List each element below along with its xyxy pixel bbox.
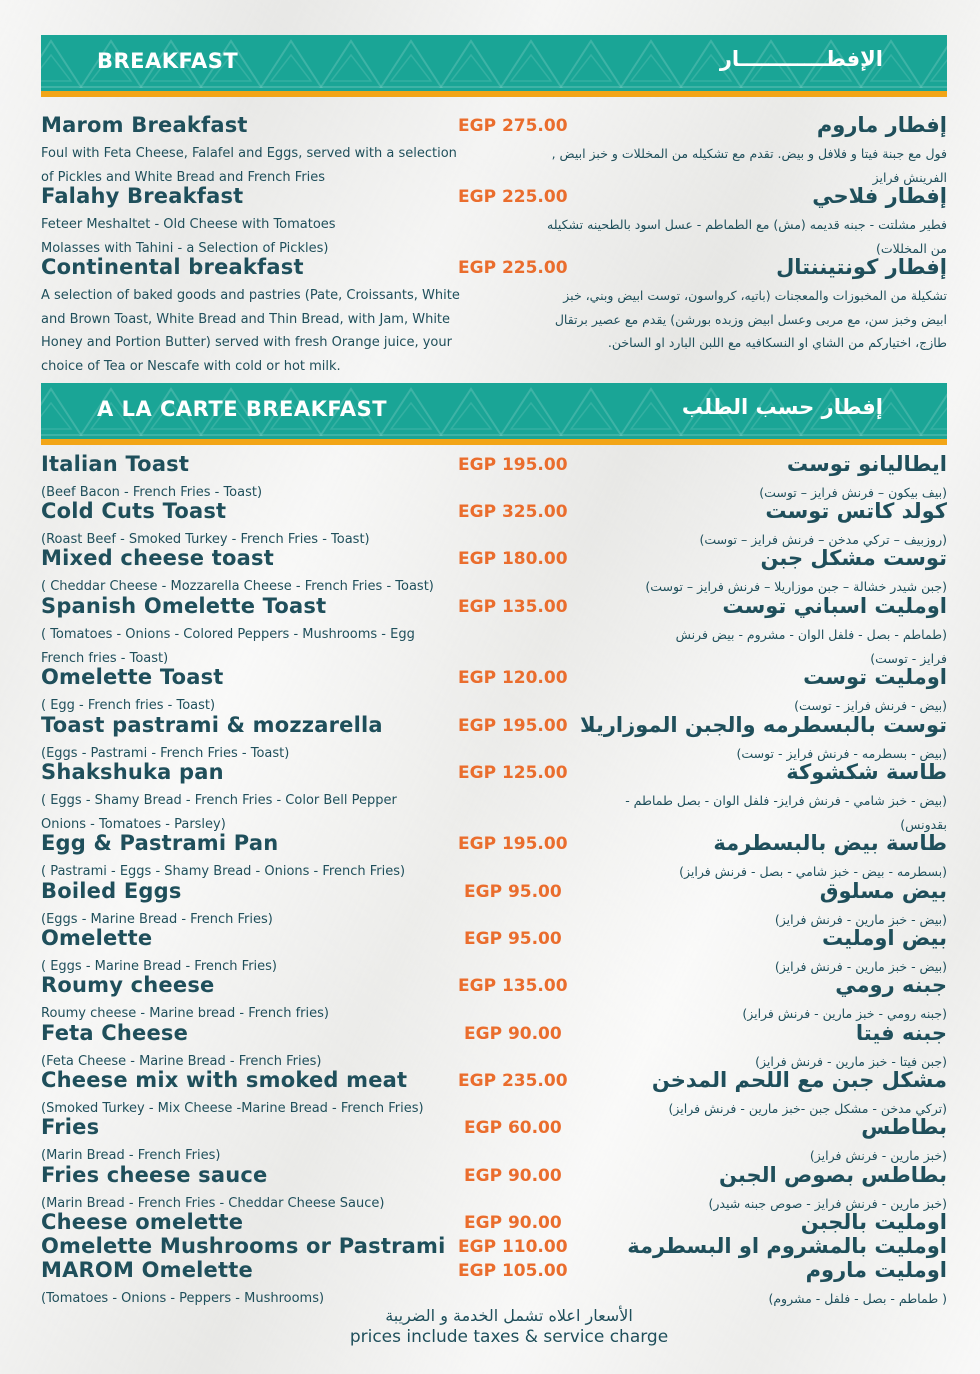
item-name-ar: إفطار ماروم	[816, 113, 947, 137]
item-description: ( Eggs - Marine Bread - French Fries)	[41, 959, 277, 974]
item-name: Cheese omelette	[41, 1210, 244, 1234]
item-description-ar: (خبز مارين - فرنش فرايز)	[809, 1148, 947, 1163]
item-name: Omelette	[41, 926, 153, 950]
item-name-ar: ايطاليانو توست	[786, 452, 947, 476]
footer-note-en: prices include taxes & service charge	[349, 1327, 669, 1347]
item-description: (Eggs - Marine Bread - French Fries)	[41, 912, 273, 927]
item-description-ar: (بيض - خبز مارين - فرنش فرايز)	[774, 959, 947, 974]
item-description-ar: (روزبيف – تركي مدخن – فرنش فرايز – توست)	[699, 532, 947, 547]
item-description: Roumy cheese - Marine bread - French fries)	[41, 1006, 329, 1021]
item-name-ar: اومليت توست	[803, 665, 947, 689]
item-price: EGP 90.00	[464, 1213, 562, 1233]
item-name-ar: طاسة شكشوكة	[786, 760, 947, 784]
item-name: Fries cheese sauce	[41, 1163, 268, 1187]
item-name-ar: اومليت بالمشروم او البسطرمة	[627, 1234, 947, 1258]
item-description-ar: (طماطم - بصل - فلفل الوان - مشروم - بيض فرنش فرايز - توست)	[675, 627, 947, 666]
item-description-ar: (بيض - خبز شامي - فرنش فرايز- فلفل الوان - بصل طماطم - بقدونس)	[625, 793, 947, 832]
item-price: EGP 135.00	[458, 597, 568, 617]
item-description: A selection of baked goods and pastries (Pate, Croissants, White and Brown Toast, White Bread and Thin Bread, with Jam, White Honey and Portion Butter) served with fresh Orange juice, your choice of Tea or Nescafe with cold or hot milk.	[41, 288, 460, 374]
item-price: EGP 95.00	[464, 929, 562, 949]
item-price: EGP 95.00	[464, 882, 562, 902]
item-description: (Marin Bread - French Fries)	[41, 1148, 221, 1163]
item-name-ar: طاسة بيض بالبسطرمة	[713, 831, 947, 855]
section-title-ar: الإفطــــــــــــار	[719, 47, 883, 71]
item-name-ar: توست بالبسطرمه والجبن الموزاريلا	[580, 713, 947, 737]
item-price: EGP 120.00	[458, 668, 568, 688]
item-name: Marom Breakfast	[41, 113, 248, 137]
item-description: ( Eggs - Shamy Bread - French Fries - Color Bell Pepper Onions - Tomatoes - Parsley)	[41, 793, 397, 832]
item-name-ar: بيض مسلوق	[819, 879, 947, 903]
item-price: EGP 135.00	[458, 976, 568, 996]
item-description: ( Pastrami - Eggs - Shamy Bread - Onions - French Fries)	[41, 864, 406, 879]
section-title-en: BREAKFAST	[97, 49, 239, 73]
item-price: EGP 90.00	[464, 1024, 562, 1044]
item-name-ar: جبنه رومي	[835, 973, 947, 997]
item-description-ar: (بيض - خبز مارين - فرنش فرايز)	[774, 912, 947, 927]
item-name-ar: توست مشكل جبن	[760, 546, 947, 570]
item-price: EGP 195.00	[458, 834, 568, 854]
item-name-ar: اومليت ماروم	[805, 1258, 947, 1282]
item-name-ar: اومليت اسباني توست	[722, 594, 947, 618]
item-description: (Beef Bacon - French Fries - Toast)	[41, 485, 263, 500]
item-price: EGP 225.00	[458, 258, 568, 278]
item-name: Cold Cuts Toast	[41, 499, 227, 523]
item-name: Roumy cheese	[41, 973, 215, 997]
item-description-ar: (بيض - بسطرمه - فرنش فرايز - توست)	[736, 746, 947, 761]
item-price: EGP 180.00	[458, 549, 568, 569]
item-description-ar: تشكيلة من المخبوزات والمعجنات (باتيه، كرواسون، توست ابيض وبني، خبز ابيض وخبز سن، مع مربى وعسل ابيض وزبده بورشن) يقدم مع عصير برتقال طازج، اختياركم من الشاي او النسكافيه مع اللبن البارد او الساخن.	[554, 288, 947, 350]
item-price: EGP 60.00	[464, 1118, 562, 1138]
item-name: MAROM Omelette	[41, 1258, 253, 1282]
item-name: Continental breakfast	[41, 255, 304, 279]
item-name-ar: مشكل جبن مع اللحم المدخن	[651, 1068, 947, 1092]
section-title-en: A LA CARTE BREAKFAST	[97, 397, 388, 421]
section-title-ar: إفطار حسب الطلب	[681, 395, 883, 419]
item-name: Omelette Toast	[41, 665, 224, 689]
item-price: EGP 105.00	[458, 1261, 568, 1281]
item-description: ( Egg - French fries - Toast)	[41, 698, 216, 713]
item-name-ar: بطاطس	[861, 1115, 947, 1139]
item-price: EGP 235.00	[458, 1071, 568, 1091]
item-description: (Smoked Turkey - Mix Cheese -Marine Bread - French Fries)	[41, 1101, 424, 1116]
item-description-ar: فول مع جبنة فيتا و فلافل و بيض. تقدم مع تشكيله من المخللات و خبز ابيض , الفرينش فرايز	[551, 146, 947, 185]
item-name: Fries	[41, 1115, 100, 1139]
item-name: Cheese mix with smoked meat	[41, 1068, 408, 1092]
item-description: Feteer Meshaltet - Old Cheese with Tomatoes Molasses with Tahini - a Selection of Pickles)	[41, 217, 336, 256]
item-name-ar: جبنه فيتا	[855, 1021, 947, 1045]
item-name-ar: كولد كاتس توست	[765, 499, 947, 523]
item-description-ar: (خبز مارين - فرنش فرايز - صوص جبنه شيدر)	[708, 1196, 947, 1211]
item-name: Egg & Pastrami Pan	[41, 831, 279, 855]
item-description-ar: (جبن شيدر خشالة – جبن موزاريلا – فرنش فرايز – توست)	[645, 579, 947, 594]
item-description: (Tomatoes - Onions - Peppers - Mushrooms)	[41, 1291, 325, 1306]
item-price: EGP 125.00	[458, 763, 568, 783]
item-description: (Roast Beef - Smoked Turkey - French Fries - Toast)	[41, 532, 370, 547]
a-la-carte-banner	[41, 383, 947, 445]
item-description: Foul with Feta Cheese, Falafel and Eggs, served with a selection of Pickles and White Bread and French Fries	[41, 146, 457, 185]
item-name: Shakshuka pan	[41, 760, 224, 784]
item-description: (Feta Cheese - Marine Bread - French Fries)	[41, 1054, 322, 1069]
item-name-ar: بيض اومليت	[821, 926, 947, 950]
item-name: Spanish Omelette Toast	[41, 594, 327, 618]
item-price: EGP 90.00	[464, 1166, 562, 1186]
item-description-ar: (بيض - فرنش فرايز - توست)	[794, 698, 947, 713]
item-description: (Eggs - Pastrami - French Fries - Toast)	[41, 746, 290, 761]
item-name-ar: إفطار كونتيننتال	[776, 255, 947, 279]
item-description-ar: (بيف بيكون – فرنش فرايز – توست)	[759, 485, 947, 500]
item-name: Mixed cheese toast	[41, 546, 274, 570]
item-name: Boiled Eggs	[41, 879, 182, 903]
item-description-ar: (جبنه رومي - خبز مارين - فرنش فرايز)	[742, 1006, 947, 1021]
breakfast-banner	[41, 35, 947, 97]
item-name: Falahy Breakfast	[41, 184, 244, 208]
footer-note-ar: الأسعار اعلاه تشمل الخدمة و الضريبة	[385, 1306, 633, 1325]
item-name: Toast pastrami & mozzarella	[41, 713, 383, 737]
item-name-ar: إفطار فلاحي	[812, 184, 947, 208]
item-name: Italian Toast	[41, 452, 190, 476]
item-description-ar: (جبن فيتا - خبز مارين - فرنش فرايز)	[755, 1054, 947, 1069]
item-name-ar: بطاطس بصوص الجبن	[719, 1163, 947, 1187]
item-price: EGP 325.00	[458, 502, 568, 522]
item-description-ar: (تركي مدخن - مشكل جبن -خبز مارين - فرنش فرايز)	[668, 1101, 947, 1116]
item-description: (Marin Bread - French Fries - Cheddar Cheese Sauce)	[41, 1196, 385, 1211]
item-name: Feta Cheese	[41, 1021, 189, 1045]
item-description: ( Tomatoes - Onions - Colored Peppers - Mushrooms - Egg French fries - Toast)	[41, 627, 415, 666]
item-description-ar: فطير مشلتت - جبنه قديمه (مش) مع الطماطم - عسل اسود بالطحينه تشكيله من المخللات)	[547, 217, 947, 256]
item-price: EGP 225.00	[458, 187, 568, 207]
item-description: ( Cheddar Cheese - Mozzarella Cheese - French Fries - Toast)	[41, 579, 434, 594]
item-price: EGP 110.00	[458, 1237, 568, 1257]
item-description-ar: ( طماطم - بصل - فلفل - مشروم)	[768, 1291, 947, 1306]
item-price: EGP 195.00	[458, 455, 568, 475]
item-price: EGP 195.00	[458, 716, 568, 736]
item-price: EGP 275.00	[458, 116, 568, 136]
item-name: Omelette Mushrooms or Pastrami	[41, 1234, 446, 1258]
item-name-ar: اومليت بالجبن	[800, 1210, 947, 1234]
item-description-ar: (بسطرمه - بيض - خبز شامي - بصل - فرنش فرايز)	[679, 864, 947, 879]
